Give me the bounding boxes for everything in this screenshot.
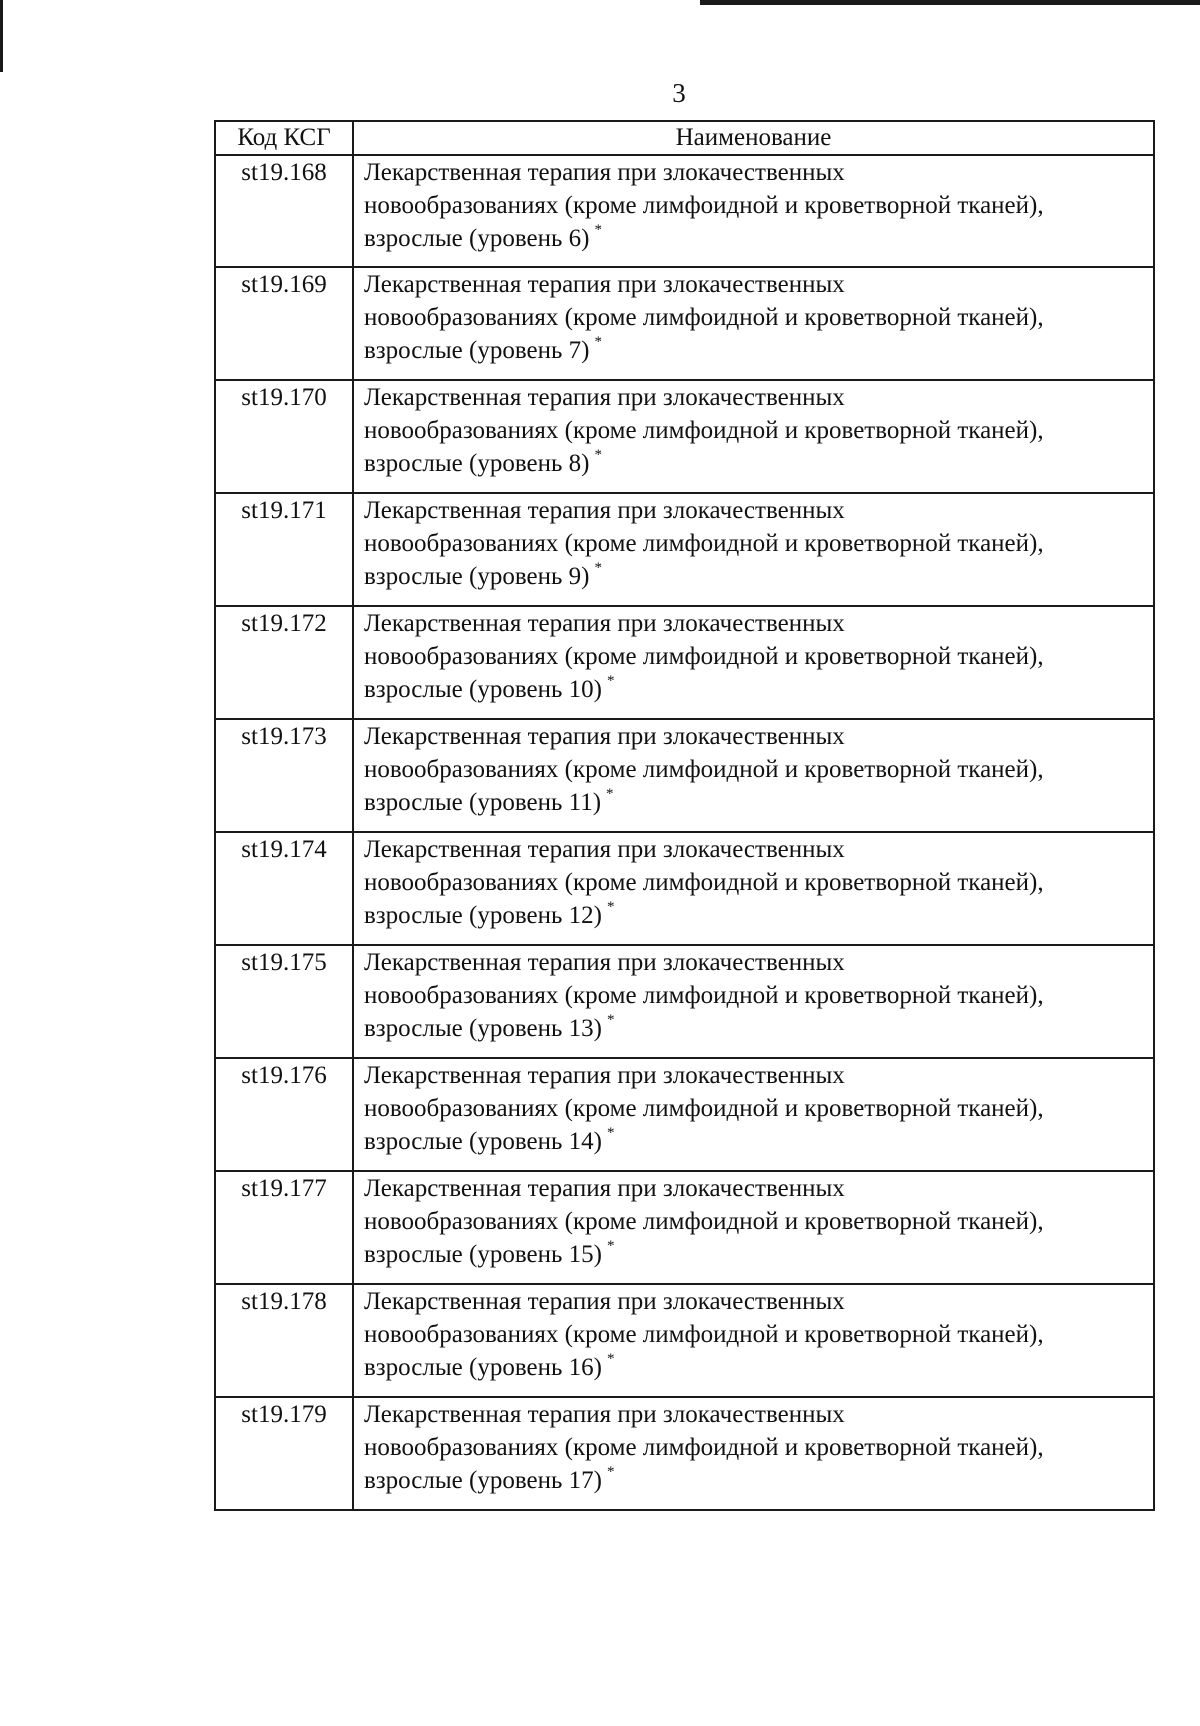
ksg-code: st19.173 — [215, 719, 353, 832]
ksg-code: st19.179 — [215, 1397, 353, 1510]
name-line-2: новообразованиях (кроме лимфоидной и кроветворной тканей), — [364, 304, 1044, 331]
name-line-1: Лекарственная терапия при злокачественных — [364, 949, 845, 976]
name-line-3 — [364, 334, 1145, 371]
footnote-mark: * — [606, 786, 614, 802]
scan-edge-left — [0, 0, 3, 72]
name-line-1: Лекарственная терапия при злокачественных — [364, 1401, 845, 1428]
name-line-2: новообразованиях (кроме лимфоидной и кроветворной тканей), — [364, 192, 1044, 219]
name-line-2: новообразованиях (кроме лимфоидной и кроветворной тканей), — [364, 1208, 1044, 1235]
name-line-2: новообразованиях (кроме лимфоидной и кроветворной тканей), — [364, 643, 1044, 670]
footnote-mark: * — [594, 334, 602, 350]
name-line-1: Лекарственная терапия при злокачественных — [364, 497, 845, 524]
table-row — [215, 719, 1154, 832]
footnote-mark: * — [606, 1012, 615, 1028]
footnote-mark: * — [594, 222, 602, 238]
name-line-3-text: взрослые (уровень 8) — [364, 450, 590, 477]
name-line-2: новообразованиях (кроме лимфоидной и кроветворной тканей), — [364, 417, 1044, 444]
name-line-3 — [364, 560, 1145, 597]
name-line-3 — [364, 1125, 1145, 1162]
table-row — [215, 155, 1154, 267]
table-row — [215, 945, 1154, 1058]
name-line-3 — [364, 673, 1145, 710]
ksg-code: st19.175 — [215, 945, 353, 1058]
ksg-code: st19.176 — [215, 1058, 353, 1171]
ksg-code: st19.172 — [215, 606, 353, 719]
name-line-2: новообразованиях (кроме лимфоидной и кроветворной тканей), — [364, 982, 1044, 1009]
name-line-3 — [364, 1351, 1145, 1388]
ksg-name — [353, 1058, 1154, 1171]
name-line-3 — [364, 222, 1145, 259]
ksg-name — [353, 380, 1154, 493]
name-line-1: Лекарственная терапия при злокачественных — [364, 1288, 845, 1315]
name-line-2: новообразованиях (кроме лимфоидной и кроветворной тканей), — [364, 1321, 1044, 1348]
page-number: 3 — [672, 78, 686, 108]
name-line-3-text: взрослые (уровень 7) — [364, 337, 590, 364]
name-line-2: новообразованиях (кроме лимфоидной и кроветворной тканей), — [364, 530, 1044, 557]
name-line-1: Лекарственная терапия при злокачественных — [364, 610, 845, 637]
ksg-name — [353, 1397, 1154, 1510]
ksg-name — [353, 945, 1154, 1058]
name-line-1: Лекарственная терапия при злокачественных — [364, 723, 845, 750]
ksg-name — [353, 155, 1154, 267]
ksg-table — [214, 120, 1155, 1511]
table-header-row — [215, 121, 1154, 155]
ksg-code: st19.170 — [215, 380, 353, 493]
name-line-3-text: взрослые (уровень 16) — [364, 1354, 602, 1381]
footnote-mark: * — [606, 673, 615, 689]
table-row — [215, 606, 1154, 719]
ksg-code: st19.168 — [215, 155, 353, 267]
footnote-mark: * — [606, 1238, 615, 1254]
name-line-1: Лекарственная терапия при злокачественных — [364, 1175, 845, 1202]
name-line-1: Лекарственная терапия при злокачественных — [364, 159, 845, 186]
name-line-3 — [364, 1238, 1145, 1275]
footnote-mark: * — [606, 1125, 615, 1141]
table-row — [215, 832, 1154, 945]
name-line-3-text: взрослые (уровень 13) — [364, 1015, 602, 1042]
name-line-3-text: взрослые (уровень 10) — [364, 676, 602, 703]
name-line-3-text: взрослые (уровень 12) — [364, 902, 602, 929]
footnote-mark: * — [606, 1351, 615, 1367]
name-line-3 — [364, 1012, 1145, 1049]
name-line-1: Лекарственная терапия при злокачественных — [364, 836, 845, 863]
table-row — [215, 493, 1154, 606]
name-line-2: новообразованиях (кроме лимфоидной и кроветворной тканей), — [364, 869, 1044, 896]
ksg-code: st19.178 — [215, 1284, 353, 1397]
ksg-name — [353, 267, 1154, 380]
name-line-1: Лекарственная терапия при злокачественных — [364, 1062, 845, 1089]
name-line-3 — [364, 899, 1145, 936]
table-row — [215, 380, 1154, 493]
name-line-3-text: взрослые (уровень 6) — [364, 225, 590, 252]
name-line-3 — [364, 447, 1145, 484]
scan-edge-top — [700, 0, 1200, 5]
footnote-mark: * — [594, 560, 602, 576]
name-line-3-text: взрослые (уровень 17) — [364, 1467, 602, 1494]
table-row — [215, 1171, 1154, 1284]
table-row — [215, 1397, 1154, 1510]
ksg-name — [353, 1171, 1154, 1284]
name-line-2: новообразованиях (кроме лимфоидной и кроветворной тканей), — [364, 756, 1044, 783]
ksg-name — [353, 493, 1154, 606]
ksg-code: st19.169 — [215, 267, 353, 380]
name-line-3-text: взрослые (уровень 15) — [364, 1241, 602, 1268]
table-row — [215, 267, 1154, 380]
name-line-3-text: взрослые (уровень 9) — [364, 563, 590, 590]
ksg-code: st19.174 — [215, 832, 353, 945]
footnote-mark: * — [606, 1464, 615, 1480]
name-line-1: Лекарственная терапия при злокачественных — [364, 271, 845, 298]
name-line-3 — [364, 786, 1145, 823]
table-row — [215, 1058, 1154, 1171]
name-line-2: новообразованиях (кроме лимфоидной и кроветворной тканей), — [364, 1434, 1044, 1461]
ksg-name — [353, 606, 1154, 719]
table-row — [215, 1284, 1154, 1397]
name-line-3-text: взрослые (уровень 14) — [364, 1128, 602, 1155]
ksg-code: st19.177 — [215, 1171, 353, 1284]
ksg-name — [353, 719, 1154, 832]
header-code: Код КСГ — [215, 121, 353, 155]
name-line-3-text: взрослые (уровень 11) — [364, 789, 602, 816]
ksg-name — [353, 1284, 1154, 1397]
ksg-name — [353, 832, 1154, 945]
footnote-mark: * — [606, 899, 615, 915]
name-line-2: новообразованиях (кроме лимфоидной и кроветворной тканей), — [364, 1095, 1044, 1122]
name-line-1: Лекарственная терапия при злокачественных — [364, 384, 845, 411]
header-name: Наименование — [353, 121, 1154, 155]
ksg-code: st19.171 — [215, 493, 353, 606]
name-line-3 — [364, 1464, 1145, 1501]
footnote-mark: * — [594, 447, 602, 463]
